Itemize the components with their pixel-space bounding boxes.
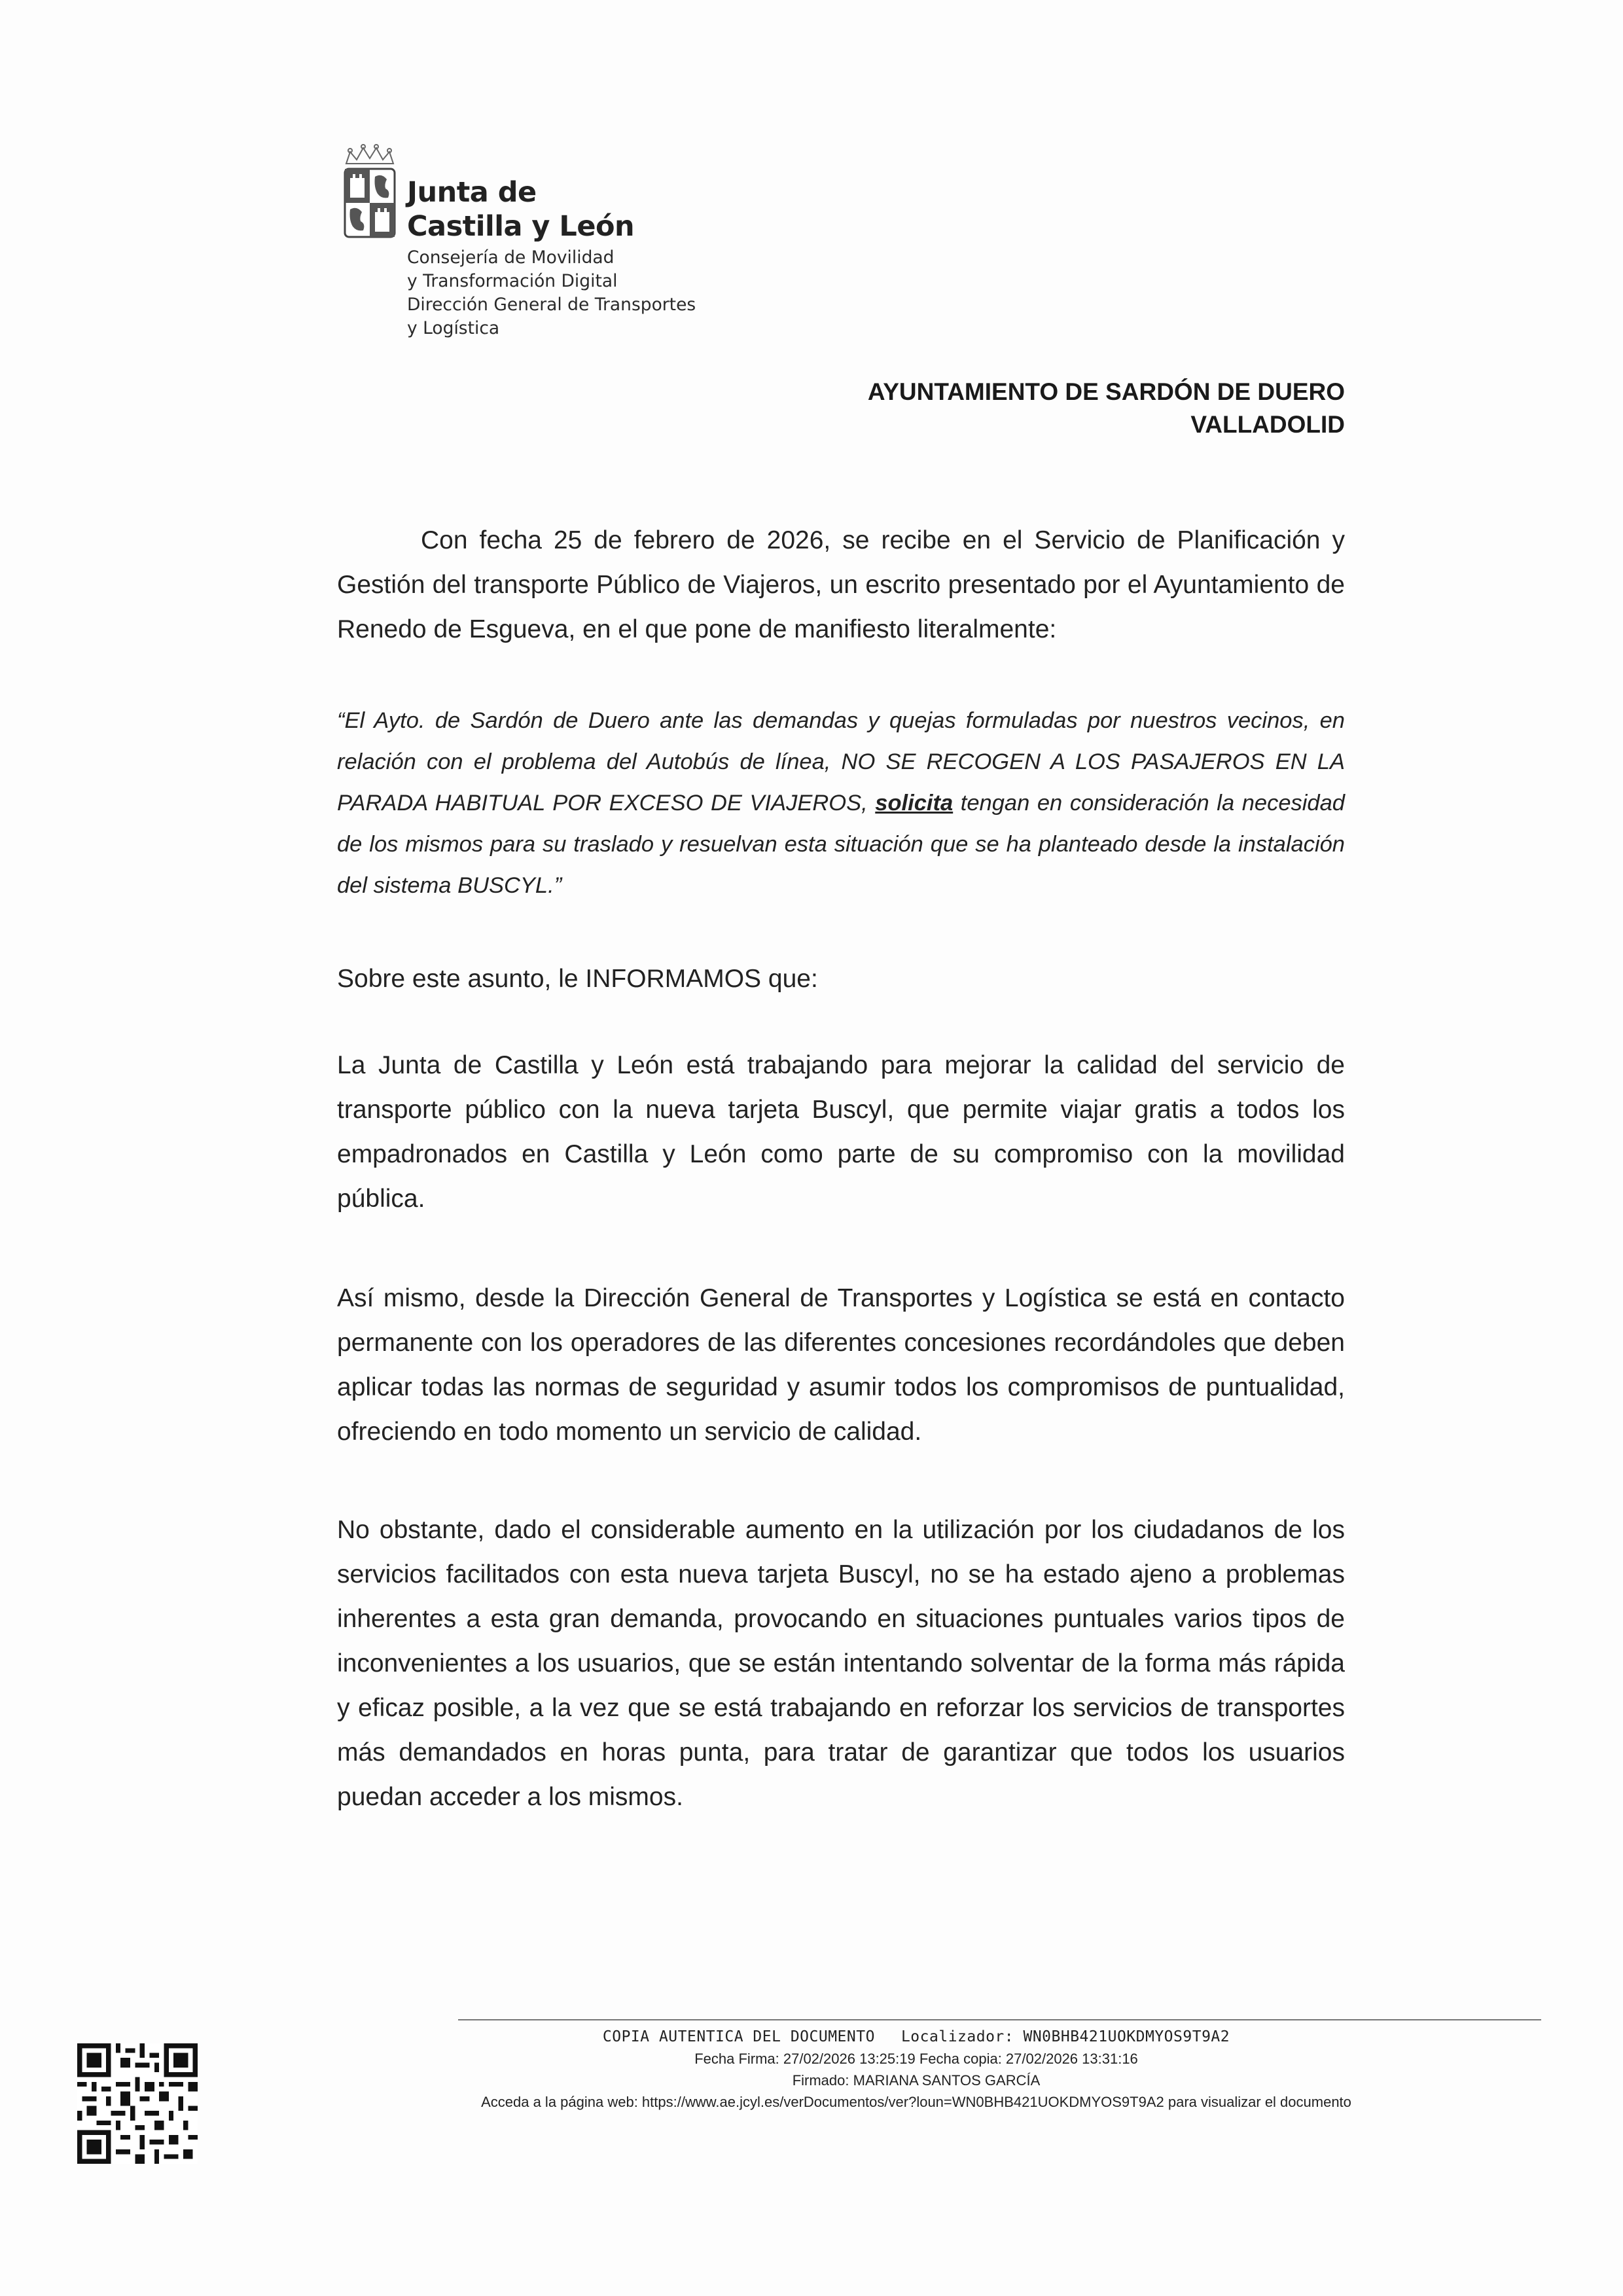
department-line: Consejería de Movilidad [407,247,615,268]
verification-url[interactable]: Acceda a la página web: https://www.ae.jcyl.es/verDocumentos/ver?loun=WN0BHB421UOKDMYOS9T9A2 para visualizar el documento [481,2094,1351,2110]
info-heading: Sobre este asunto, le INFORMAMOS que: [337,965,818,993]
organization-name [407,175,634,243]
coat-of-arms-logo [341,144,399,242]
department-line: y Transformación Digital [407,271,618,291]
footer-divider [458,2019,1541,2020]
quote-emphasis: solicita [875,791,954,816]
document-locator: Localizador: WN0BHB421UOKDMYOS9T9A2 [901,2028,1230,2045]
quoted-request [337,700,1345,906]
copy-label: COPIA AUTENTICA DEL DOCUMENTO [602,2028,875,2045]
recipient-line2: VALLADOLID [1190,411,1345,438]
department-line: y Logística [407,318,500,338]
signed-by: Firmado: MARIANA SANTOS GARCÍA [792,2072,1041,2089]
department-line: Dirección General de Transportes [407,295,696,315]
quote-text-start: “El Ayto. de Sardón de Duero ante las demandas y quejas formuladas por nuestros vecinos, en relación con el problema del Autobús de línea, NO SE RECOGEN A LOS PASAJEROS EN LA PARADA HABITUAL POR EXCESO DE VIAJEROS, [337,708,1345,816]
recipient-line1: AYUNTAMIENTO DE SARDÓN DE DUERO [867,378,1345,405]
recipient-address [868,376,1345,441]
qr-code [77,2043,198,2164]
quote-text-end: tengan en consideración la necesidad de los mismos para su traslado y resuelvan esta situación que se ha planteado desde la instalación del sistema BUSCYL.” [337,791,1345,898]
authenticity-footer [393,2026,1440,2113]
body-paragraph-operators: Así mismo, desde la Dirección General de Transportes y Logística se está en contacto permanente con los operadores de las diferentes concesiones recordándoles que deben aplicar todas las normas de seguridad y asumir todos los compromisos de puntualidad, ofreciendo en todo momento un servicio de calidad. [337,1284,1345,1446]
signature-dates: Fecha Firma: 27/02/2026 13:25:19 Fecha copia: 27/02/2026 13:31:16 [694,2051,1138,2067]
organization-name-line1: Junta de [407,176,537,209]
intro-paragraph: Con fecha 25 de febrero de 2026, se recibe en el Servicio de Planificación y Gestión del transporte Público de Viajeros, un escrito presentado por el Ayuntamiento de Renedo de Esgueva, en el que pone de manifiesto literalmente: [337,526,1345,643]
body-paragraph-demand: No obstante, dado el considerable aumento en la utilización por los ciudadanos de los servicios facilitados con esta nueva tarjeta Buscyl, no se ha estado ajeno a problemas inherentes a esta gran demanda, provocando en situaciones puntuales varios tipos de inconvenientes a los usuarios, que se están intentando solventar de la forma más rápida y eficaz posible, a la vez que se está trabajando en reforzar los servicios de transportes más demandados en horas punta, para tratar de garantizar que todos los usuarios puedan acceder a los mismos. [337,1516,1345,1811]
copy-locator-line [393,2026,1440,2048]
department-block [407,246,696,340]
organization-name-line2: Castilla y León [407,210,635,243]
body-paragraph-buscyl: La Junta de Castilla y León está trabajando para mejorar la calidad del servicio de transporte público con la nueva tarjeta Buscyl, que permite viajar gratis a todos los empadronados en Castilla y León como parte de su compromiso con la movilidad pública. [337,1051,1345,1213]
